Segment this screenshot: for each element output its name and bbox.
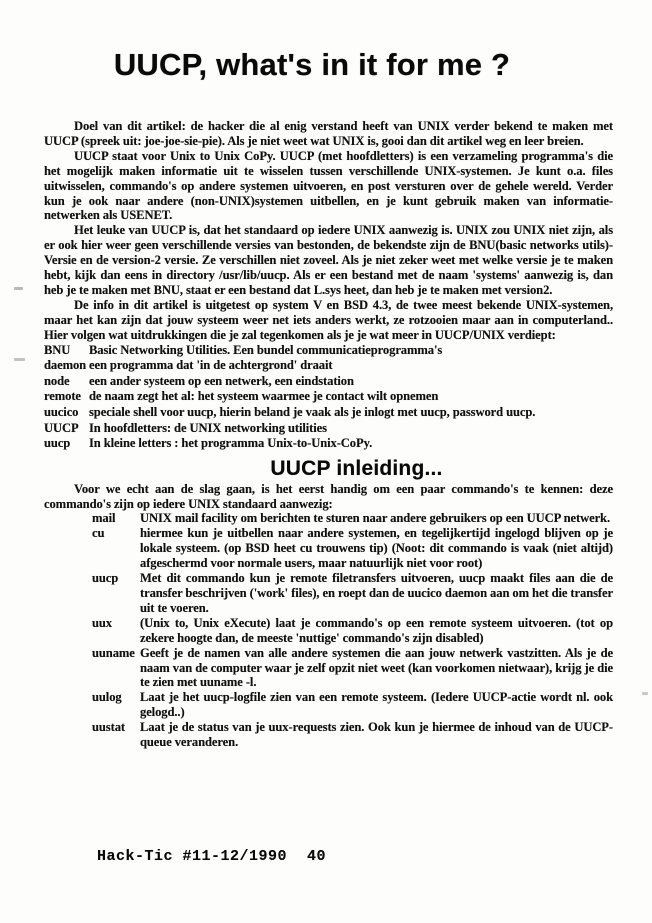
command-term: uustat (92, 720, 125, 735)
command-term: mail (92, 511, 116, 526)
command-term: uucp (92, 571, 119, 586)
command-definition: UNIX mail facility om berichten te sturen naar andere gebruikers op een UUCP netwerk. (140, 511, 611, 526)
command-row (92, 526, 613, 571)
command-row (92, 646, 613, 691)
glossary-term: node (44, 373, 70, 388)
glossary-definition: speciale shell voor uucp, hierin beland je vaak als je inlogt met uucp, password uucp. (89, 404, 536, 419)
command-definition: Met dit commando kun je remote filetransfers uitvoeren, uucp maakt files aan die de transfer beschrijven ('work' files), en roept dan de uucico daemon aan om het die transfer uit te voeren. (140, 571, 613, 615)
glossary-definition: een programma dat 'in de achtergrond' draait (89, 358, 333, 373)
article-body (44, 119, 613, 750)
glossary-row (44, 343, 613, 359)
command-term: uuname (92, 645, 135, 660)
glossary-term: uucico (44, 404, 79, 419)
scan-artifact (14, 287, 23, 290)
command-definition: Laat je het uucp-logfile zien van een remote systeem. (Iedere UUCP-actie wordt nl. ook gelogd..) (140, 690, 613, 720)
glossary-row (44, 436, 613, 452)
glossary-term: BNU (44, 342, 71, 357)
command-definition: Laat je de status van je uux-requests zien. Ook kun je hiermee de inhoud van de UUCP-queue veranderen. (140, 720, 613, 750)
command-term: uux (92, 615, 113, 630)
glossary-row (44, 358, 613, 374)
glossary-row (44, 374, 613, 390)
glossary-term: uucp (44, 436, 71, 451)
footer-page-number: 40 (307, 848, 327, 865)
intro-paragraph-2: UUCP staat voor Unix to Unix CoPy. UUCP (met hoofdletters) is een verzameling programma's die het mogelijk maken informatie uit te wisselen tussen verschillende UNIX-systemen. Je kunt o.a. files uitwisselen, commando's op andere systemen uitvoeren, en post versturen over de gehele wereld. Verder kun je ook naar andere (non-UNIX)systemen uitbellen, en je kunt gebruik maken van informatie-netwerken als USENET. (44, 148, 613, 223)
intro-paragraph-3: Het leuke van UUCP is, dat het standaard op iedere UNIX aanwezig is. UNIX zou UNIX niet zijn, als er ook hier weer geen verschillende versies van bestonden, de bekendste zijn de BNU(basic networks utils)-Versie en de version-2 versie. Ze verschillen niet zoveel. Als je niet zeker weet met welke versie je te maken hebt, kijk dan eens in directory /usr/lib/uucp. Als er een bestand met de naam 'systems' aanwezig is, dan heb je te maken met BNU, staat er een bestand dat L.sys heet, dan heb je te maken met version2. (44, 223, 613, 297)
glossary-definition: Basic Networking Utilities. Een bundel communicatieprogramma's (89, 342, 443, 357)
intro-paragraph-1: Doel van dit artikel: de hacker die al enig verstand heeft van UNIX verder bekend te maken met UUCP (spreek uit: joe-joe-sie-pie). Als je niet weet wat UNIX is, gooi dan dit artikel weg en leer breien. (44, 119, 613, 148)
glossary-row (44, 405, 613, 421)
glossary-definition: de naam zegt het al: het systeem waarmee je contact wilt opnemen (89, 389, 439, 404)
page-title: UUCP, what's in it for me ? (113, 47, 511, 82)
command-definition: Geeft je de namen van alle andere systemen die aan jouw netwerk vastzitten. Als je de naam van de computer waar je zelf opzit niet weet (kan voorkomen nietwaar), krijg je die te zien met uuname -l. (140, 645, 613, 690)
glossary-term: daemon (44, 358, 87, 373)
scan-artifact (14, 358, 25, 361)
command-term: uulog (92, 690, 122, 705)
glossary-definition: In hoofdletters: de UNIX networking utilities (89, 420, 327, 435)
glossary-row (44, 421, 613, 437)
glossary-definition: een ander systeem op een netwerk, een eindstation (89, 373, 354, 388)
command-row (92, 571, 613, 616)
command-row (92, 616, 613, 646)
glossary-term: remote (44, 389, 81, 404)
glossary-term: UUCP (44, 420, 79, 435)
glossary-definition: In kleine letters : het programma Unix-to-Unix-CoPy. (89, 436, 373, 451)
commands-list (92, 511, 613, 750)
command-term: cu (92, 526, 105, 541)
intro-paragraph-4: De info in dit artikel is uitgetest op system V en BSD 4.3, de twee meest bekende UNIX-systemen, maar het kan zijn dat jouw systeem weer net iets anders werkt, ze rotzooien maar aan in computerland.. Hier volgen wat uitdrukkingen die je zal tegenkomen als je je wat meer in UUCP/UNIX verdiept: (44, 297, 613, 342)
command-row (92, 690, 613, 720)
footer-issue: Hack-Tic #11-12/1990 (97, 848, 288, 865)
section-heading: UUCP inleiding... (270, 456, 443, 480)
scan-artifact (642, 692, 648, 695)
command-row (92, 511, 613, 526)
glossary-list (44, 343, 613, 452)
glossary-row (44, 389, 613, 405)
command-definition: (Unix to, Unix eXecute) laat je commando's op een remote systeem uitvoeren. (tot op zekere hoogte dan, de meeste 'nuttige' commando's zijn disabled) (140, 615, 613, 645)
command-definition: hiermee kun je uitbellen naar andere systemen, en tegelijkertijd ingelogd blijven op je lokale systeem. (op BSD heet cu trouwens tip) (Noot: dit commando is vaak (niet altijd) afgeschermd voor normale users, maar natuurlijk niet voor root) (140, 526, 613, 571)
page-footer (97, 848, 327, 865)
command-row (92, 720, 613, 750)
section-lead: Voor we echt aan de slag gaan, is het eerst handig om een paar commando's te kennen: deze commando's zijn op iedere UNIX standaard aanwezig: (44, 481, 613, 511)
